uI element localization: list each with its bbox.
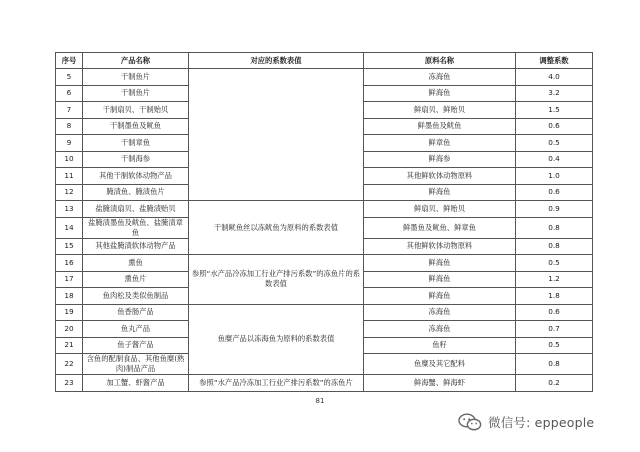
cell-seq: 11 bbox=[56, 168, 83, 185]
cell-material: 鲜墨鱼及鱿鱼 bbox=[364, 118, 516, 135]
cell-seq: 23 bbox=[56, 375, 83, 392]
cell-adjust: 1.2 bbox=[516, 271, 593, 288]
cell-adjust: 0.8 bbox=[516, 354, 593, 375]
cell-coef-group bbox=[189, 69, 364, 201]
table-row bbox=[56, 375, 593, 392]
cell-material: 鲜海鱼 bbox=[364, 288, 516, 305]
cell-seq: 20 bbox=[56, 321, 83, 338]
cell-material: 鲜扇贝、鲜贻贝 bbox=[364, 102, 516, 119]
cell-material: 鲜海鱼 bbox=[364, 85, 516, 102]
cell-coef-group: 参照“水产品冷冻加工行业产排污系数”的冻鱼片 bbox=[189, 375, 364, 392]
cell-adjust: 0.5 bbox=[516, 255, 593, 272]
cell-product: 干制鱼片 bbox=[83, 69, 189, 86]
cell-material: 鱼籽 bbox=[364, 337, 516, 354]
cell-adjust: 0.5 bbox=[516, 337, 593, 354]
table-row bbox=[56, 69, 593, 86]
cell-adjust: 0.4 bbox=[516, 151, 593, 168]
cell-material: 鲜海鱼 bbox=[364, 184, 516, 201]
cell-product: 鱼子酱产品 bbox=[83, 337, 189, 354]
cell-coef-group: 干制鱿鱼丝以冻鱿鱼为原料的系数表值 bbox=[189, 201, 364, 255]
cell-product: 其他盐腌渍软体动物产品 bbox=[83, 238, 189, 255]
cell-seq: 10 bbox=[56, 151, 83, 168]
cell-seq: 22 bbox=[56, 354, 83, 375]
cell-seq: 21 bbox=[56, 337, 83, 354]
cell-material: 鲜墨鱼及鱿鱼、鲜章鱼 bbox=[364, 217, 516, 238]
cell-material: 鲜扇贝、鲜贻贝 bbox=[364, 201, 516, 218]
cell-material: 冻海鱼 bbox=[364, 69, 516, 86]
cell-adjust: 0.6 bbox=[516, 304, 593, 321]
cell-coef-group: 鱼糜产品以冻海鱼为原料的系数表值 bbox=[189, 304, 364, 375]
cell-product: 干制章鱼 bbox=[83, 135, 189, 152]
cell-product: 其他干制软体动物产品 bbox=[83, 168, 189, 185]
cell-product: 腌渍鱼、腌渍鱼片 bbox=[83, 184, 189, 201]
cell-material: 鲜章鱼 bbox=[364, 135, 516, 152]
cell-seq: 7 bbox=[56, 102, 83, 119]
wechat-watermark bbox=[458, 413, 594, 431]
cell-product: 加工蟹、虾酱产品 bbox=[83, 375, 189, 392]
header-adjust-coefficient: 调整系数 bbox=[516, 53, 593, 69]
cell-adjust: 0.8 bbox=[516, 238, 593, 255]
table-row bbox=[56, 304, 593, 321]
cell-adjust: 0.2 bbox=[516, 375, 593, 392]
cell-product: 鱼丸产品 bbox=[83, 321, 189, 338]
cell-product: 干制墨鱼及鱿鱼 bbox=[83, 118, 189, 135]
cell-product: 熏鱼片 bbox=[83, 271, 189, 288]
cell-material: 鲜海参 bbox=[364, 151, 516, 168]
header-material-name: 原料名称 bbox=[364, 53, 516, 69]
cell-seq: 12 bbox=[56, 184, 83, 201]
cell-seq: 13 bbox=[56, 201, 83, 218]
cell-adjust: 1.8 bbox=[516, 288, 593, 305]
cell-material: 其他鲜软体动物原料 bbox=[364, 238, 516, 255]
table-header-row bbox=[56, 53, 593, 69]
cell-adjust: 0.6 bbox=[516, 184, 593, 201]
cell-seq: 14 bbox=[56, 217, 83, 238]
table-row bbox=[56, 201, 593, 218]
cell-adjust: 1.5 bbox=[516, 102, 593, 119]
cell-adjust: 3.2 bbox=[516, 85, 593, 102]
table-row bbox=[56, 255, 593, 272]
cell-material: 冻海鱼 bbox=[364, 304, 516, 321]
cell-adjust: 1.0 bbox=[516, 168, 593, 185]
cell-seq: 8 bbox=[56, 118, 83, 135]
header-product-name: 产品名称 bbox=[83, 53, 189, 69]
cell-product: 干制海参 bbox=[83, 151, 189, 168]
cell-material: 鱼糜及其它配料 bbox=[364, 354, 516, 375]
cell-product: 鱼香肠产品 bbox=[83, 304, 189, 321]
cell-seq: 19 bbox=[56, 304, 83, 321]
cell-material: 鲜海鱼 bbox=[364, 255, 516, 272]
cell-product: 含鱼的配制食品、其他鱼糜(熟肉)制品产品 bbox=[83, 354, 189, 375]
cell-adjust: 0.5 bbox=[516, 135, 593, 152]
cell-adjust: 0.7 bbox=[516, 321, 593, 338]
wechat-icon bbox=[458, 413, 482, 431]
cell-material: 鲜海鱼 bbox=[364, 271, 516, 288]
cell-seq: 6 bbox=[56, 85, 83, 102]
cell-adjust: 0.8 bbox=[516, 217, 593, 238]
cell-product: 熏鱼 bbox=[83, 255, 189, 272]
coefficient-table bbox=[55, 52, 593, 392]
cell-product: 盐腌渍墨鱼及鱿鱼、盐腌渍章鱼 bbox=[83, 217, 189, 238]
cell-adjust: 0.6 bbox=[516, 118, 593, 135]
header-seq: 序号 bbox=[56, 53, 83, 69]
cell-seq: 9 bbox=[56, 135, 83, 152]
cell-material: 其他鲜软体动物原料 bbox=[364, 168, 516, 185]
cell-product: 盐腌渍扇贝、盐腌渍贻贝 bbox=[83, 201, 189, 218]
cell-adjust: 0.9 bbox=[516, 201, 593, 218]
cell-seq: 18 bbox=[56, 288, 83, 305]
cell-product: 鱼肉松及类似鱼制品 bbox=[83, 288, 189, 305]
cell-seq: 17 bbox=[56, 271, 83, 288]
cell-seq: 5 bbox=[56, 69, 83, 86]
page-number: 81 bbox=[315, 397, 325, 405]
watermark-text: 微信号: eppeople bbox=[488, 415, 595, 430]
cell-material: 鲜海蟹、鲜海虾 bbox=[364, 375, 516, 392]
cell-seq: 16 bbox=[56, 255, 83, 272]
header-coefficient-table: 对应的系数表值 bbox=[189, 53, 364, 69]
cell-product: 干制扇贝、干制贻贝 bbox=[83, 102, 189, 119]
cell-product: 干制鱼片 bbox=[83, 85, 189, 102]
cell-adjust: 4.0 bbox=[516, 69, 593, 86]
cell-material: 冻海鱼 bbox=[364, 321, 516, 338]
cell-seq: 15 bbox=[56, 238, 83, 255]
cell-coef-group: 参照“水产品冷冻加工行业产排污系数”的冻鱼片的系数表值 bbox=[189, 255, 364, 305]
